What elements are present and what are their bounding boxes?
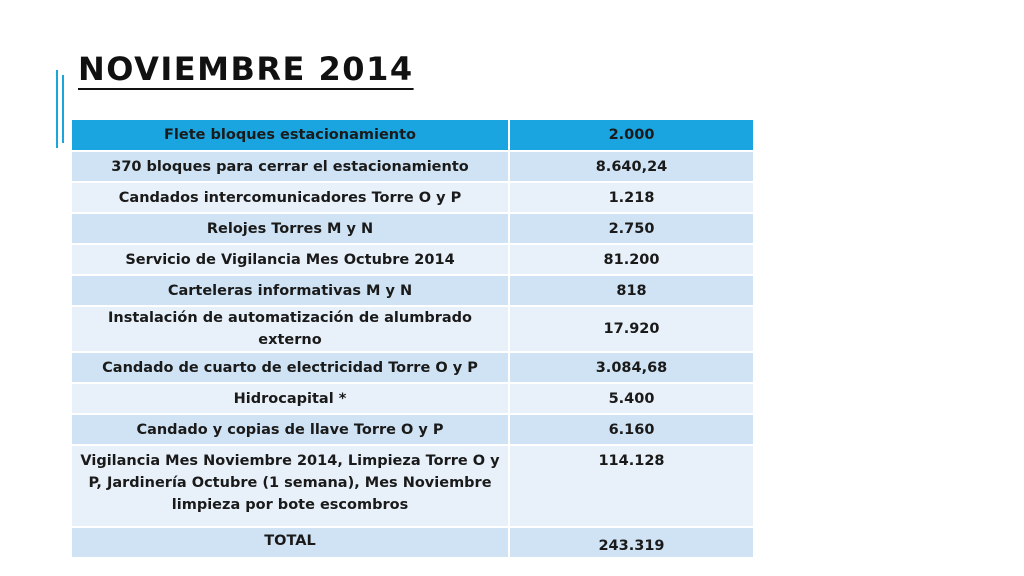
table-cell-amount: 114.128	[509, 445, 754, 527]
total-amount: 243.319	[509, 527, 754, 558]
table-cell-item: 370 bloques para cerrar el estacionamiento	[71, 151, 509, 182]
table-cell-item: Instalación de automatización de alumbrado externo	[71, 306, 509, 352]
slide-title: NOVIEMBRE 2014	[78, 50, 414, 88]
table-row	[71, 383, 754, 414]
table-cell-amount: 5.400	[509, 383, 754, 414]
expense-table	[70, 118, 755, 559]
table-row	[71, 244, 754, 275]
table-cell-item: Candado de cuarto de electricidad Torre O y P	[71, 352, 509, 383]
table-cell-item: Candado y copias de llave Torre O y P	[71, 414, 509, 445]
accent-bar-left	[56, 70, 58, 148]
table-cell-amount: 1.218	[509, 182, 754, 213]
table-row	[71, 306, 754, 352]
table-row	[71, 275, 754, 306]
table-total-row	[71, 527, 754, 558]
accent-bar-right	[62, 75, 64, 143]
table-cell-amount: 8.640,24	[509, 151, 754, 182]
table-cell-item: Carteleras informativas M y N	[71, 275, 509, 306]
table-row	[71, 213, 754, 244]
table-row	[71, 151, 754, 182]
table-cell-amount: 6.160	[509, 414, 754, 445]
table-row	[71, 352, 754, 383]
table-cell-amount: 2.750	[509, 213, 754, 244]
table-cell-item: Servicio de Vigilancia Mes Octubre 2014	[71, 244, 509, 275]
table-row	[71, 182, 754, 213]
table-cell-item: Flete bloques estacionamiento	[71, 119, 509, 151]
table-cell-item: Candados intercomunicadores Torre O y P	[71, 182, 509, 213]
table-cell-amount: 818	[509, 275, 754, 306]
table-cell-amount: 81.200	[509, 244, 754, 275]
table-cell-amount: 2.000	[509, 119, 754, 151]
table-header-row	[71, 119, 754, 151]
table-cell-item: Relojes Torres M y N	[71, 213, 509, 244]
total-label: TOTAL	[71, 527, 509, 558]
table-cell-amount: 17.920	[509, 306, 754, 352]
table-cell-item: Vigilancia Mes Noviembre 2014, Limpieza Torre O y P, Jardinería Octubre (1 semana), Mes Noviembre limpieza por bote escombros	[71, 445, 509, 527]
table-row	[71, 414, 754, 445]
expense-table-container	[70, 118, 753, 559]
table-cell-item: Hidrocapital *	[71, 383, 509, 414]
table-cell-amount: 3.084,68	[509, 352, 754, 383]
table-row	[71, 445, 754, 527]
